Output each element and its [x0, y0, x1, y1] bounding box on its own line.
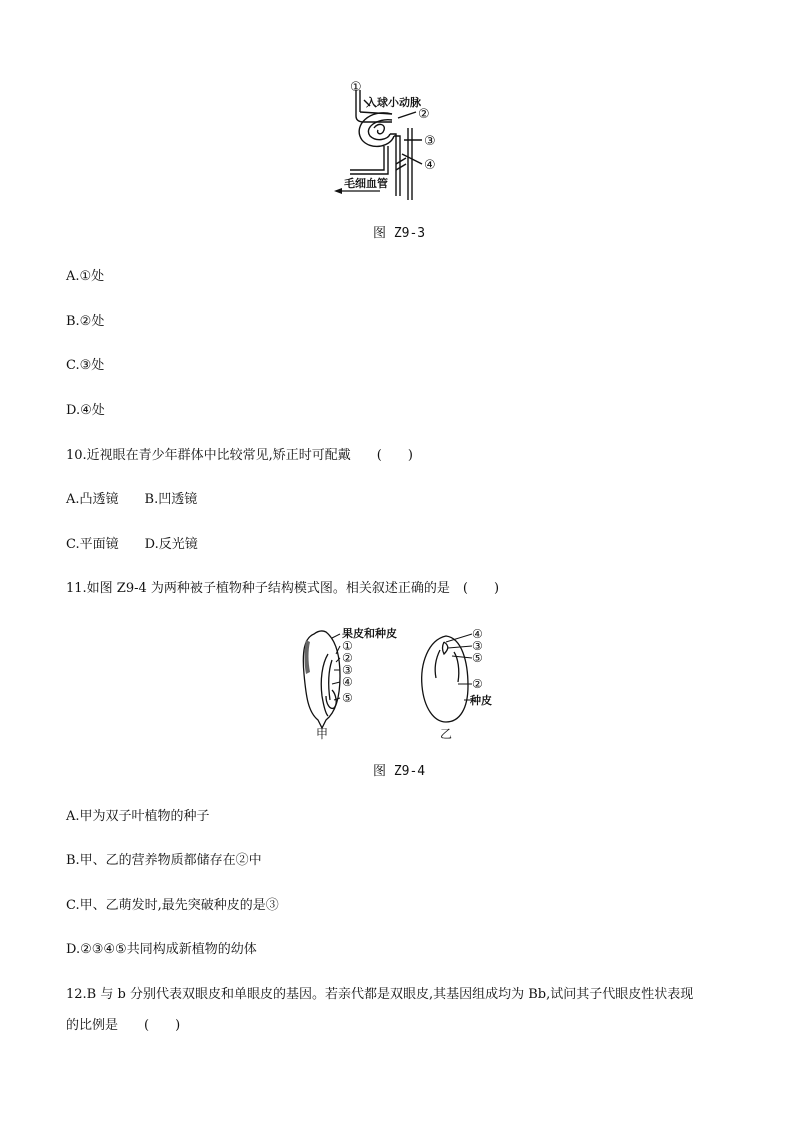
q9-option-a: A.①处	[66, 269, 105, 284]
q10-options-row2: C.平面镜 D.反光镜	[66, 537, 198, 552]
label-jia-1: ①	[342, 639, 353, 653]
seed-diagram	[296, 624, 506, 744]
label-jia-5: ⑤	[342, 691, 353, 705]
label-3: ③	[424, 134, 436, 149]
label-pericarp-seedcoat: 果皮和种皮	[342, 627, 397, 640]
label-seedcoat: 种皮	[470, 694, 492, 707]
label-yi-3: ③	[472, 639, 483, 653]
q11-option-c: C.甲、乙萌发时,最先突破种皮的是③	[66, 898, 279, 913]
q10-options-row1: A.凸透镜 B.凹透镜	[66, 492, 198, 507]
label-jia-2: ②	[342, 651, 353, 665]
label-capillary: 毛细血管	[344, 177, 388, 190]
label-2: ②	[418, 107, 430, 122]
q10-stem: 10.近视眼在青少年群体中比较常见,矫正时可配戴 ( )	[66, 448, 413, 463]
label-1: ①	[350, 80, 362, 95]
q12-stem-line1: 12.B 与 b 分别代表双眼皮和单眼皮的基因。若亲代都是双眼皮,其基因组成均为 Bb,试问其子代眼皮性状表现	[66, 987, 694, 1002]
nephron-diagram	[330, 78, 470, 208]
q9-option-b: B.②处	[66, 314, 105, 329]
q11-option-a: A.甲为双子叶植物的种子	[66, 809, 210, 824]
q9-option-c: C.③处	[66, 358, 105, 373]
label-yi-4: ④	[472, 627, 483, 641]
q11-option-b: B.甲、乙的营养物质都储存在②中	[66, 853, 262, 868]
label-yi: 乙	[440, 727, 453, 741]
q11-option-d: D.②③④⑤共同构成新植物的幼体	[66, 942, 257, 957]
label-yi-5: ⑤	[472, 651, 483, 665]
figure-caption-z9-4: 图 Z9-4	[373, 764, 426, 779]
label-yi-2: ②	[472, 677, 483, 691]
label-jia-3: ③	[342, 663, 353, 677]
label-afferent-arteriole: 入球小动脉	[366, 96, 421, 109]
label-4: ④	[424, 158, 436, 173]
label-jia-4: ④	[342, 675, 353, 689]
label-jia: 甲	[316, 727, 329, 741]
q12-stem-line2: 的比例是 ( )	[66, 1018, 181, 1033]
figure-caption-z9-3: 图 Z9-3	[373, 226, 426, 241]
q11-stem: 11.如图 Z9-4 为两种被子植物种子结构模式图。相关叙述正确的是 ( )	[66, 581, 500, 596]
q9-option-d: D.④处	[66, 403, 105, 418]
